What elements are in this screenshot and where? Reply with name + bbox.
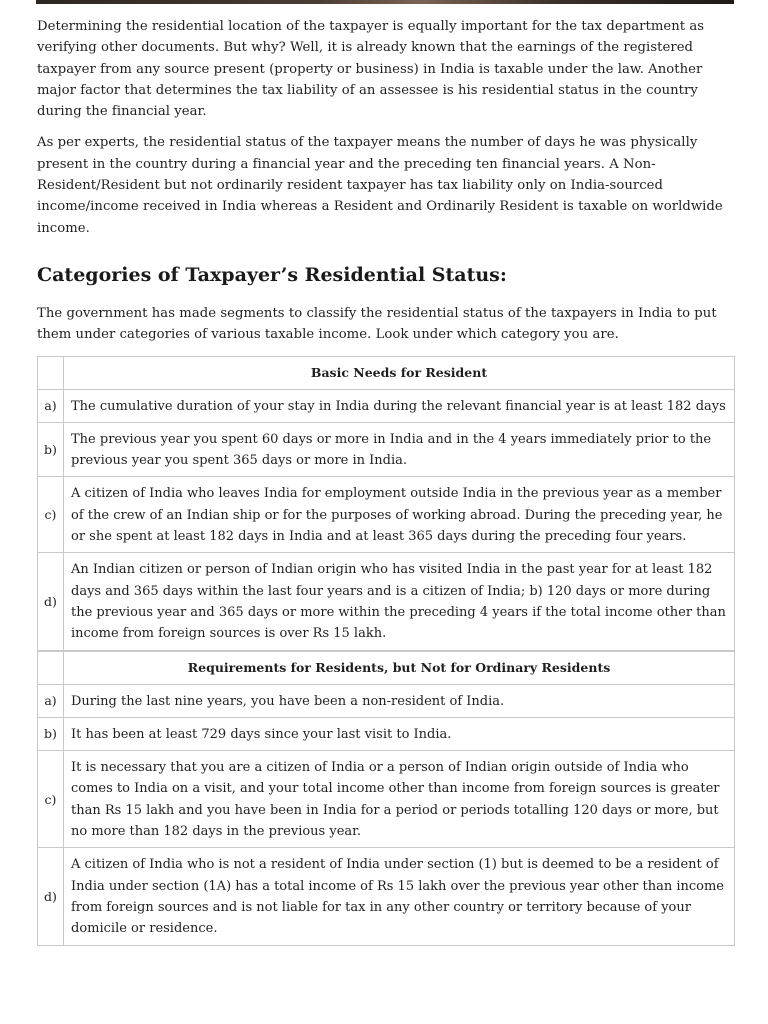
header-image-strip: [36, 0, 734, 4]
row-label: b): [38, 717, 64, 750]
table-header-cell: Requirements for Residents, but Not for Ordinary Residents: [64, 651, 735, 684]
table-row: [38, 422, 735, 477]
table-row: [38, 553, 735, 650]
table-row: [38, 751, 735, 848]
intro-paragraph-2: As per experts, the residential status of the taxpayer means the number of days he was physically present in the country during a financial year and the preceding ten financial years. A Non-Resident/Resident but not ordinarily resident taxpayer has tax liability only on India-sourced income/income received in India whereas a Resident and Ordinarily Resident is taxable on worldwide income.: [37, 135, 723, 236]
row-text: The cumulative duration of your stay in India during the relevant financial year is at least 182 days: [64, 389, 735, 422]
article-body: [37, 16, 734, 946]
row-label: d): [38, 848, 64, 945]
row-text: The previous year you spent 60 days or more in India and in the 4 years immediately prior to the previous year you spent 365 days or more in India.: [64, 422, 735, 477]
non-ordinary-resident-table: [37, 651, 735, 946]
row-text: An Indian citizen or person of Indian origin who has visited India in the past year for at least 182 days and 365 days within the last four years and is a citizen of India; b) 120 days or more during the previous year and 365 days or more within the preceding 4 years if the total income other than income from foreign sources is over Rs 15 lakh.: [64, 553, 735, 650]
table-row: [38, 848, 735, 945]
table-header-row: [38, 651, 735, 684]
row-label: c): [38, 477, 64, 553]
row-text: A citizen of India who leaves India for employment outside India in the previous year as a member of the crew of an Indian ship or for the purposes of working abroad. During the preceding year, he or she spent at least 182 days in India and at least 365 days during the preceding four years.: [64, 477, 735, 553]
row-label: c): [38, 751, 64, 848]
section-heading: Categories of Taxpayer’s Residential Status:: [37, 263, 507, 286]
row-text: It has been at least 729 days since your last visit to India.: [64, 717, 735, 750]
intro-paragraph-1: Determining the residential location of the taxpayer is equally important for the tax department as verifying other documents. But why? Well, it is already known that the earnings of the registered taxpayer from any source present (property or business) in India is taxable under the law. Another major factor that determines the tax liability of an assessee is his residential status in the country during the financial year.: [37, 19, 705, 120]
row-label: b): [38, 422, 64, 477]
section-intro-paragraph: The government has made segments to classify the residential status of the taxpayers in India to put them under categories of various taxable income. Look under which category you are.: [37, 305, 717, 343]
row-text: A citizen of India who is not a resident of India under section (1) but is deemed to be a resident of India under section (1A) has a total income of Rs 15 lakh over the previous year other than income from foreign sources and is not liable for tax in any other country or territory because of your domicile or residence.: [64, 848, 735, 945]
table-header-row: [38, 356, 735, 389]
resident-needs-table: [37, 356, 735, 651]
table-row: [38, 717, 735, 750]
table-header-cell: Basic Needs for Resident: [64, 356, 735, 389]
row-label: a): [38, 389, 64, 422]
row-label: d): [38, 553, 64, 650]
table-row: [38, 684, 735, 717]
row-text: It is necessary that you are a citizen of India or a person of Indian origin outside of India who comes to India on a visit, and your total income other than income from foreign sources is greater than Rs 15 lakh and you have been in India for a period or periods totalling 120 days or more, but no more than 182 days in the previous year.: [64, 751, 735, 848]
table-header-empty-cell: [38, 651, 64, 684]
table-row: [38, 477, 735, 553]
row-label: a): [38, 684, 64, 717]
table-row: [38, 389, 735, 422]
table-header-empty-cell: [38, 356, 64, 389]
row-text: During the last nine years, you have been a non-resident of India.: [64, 684, 735, 717]
